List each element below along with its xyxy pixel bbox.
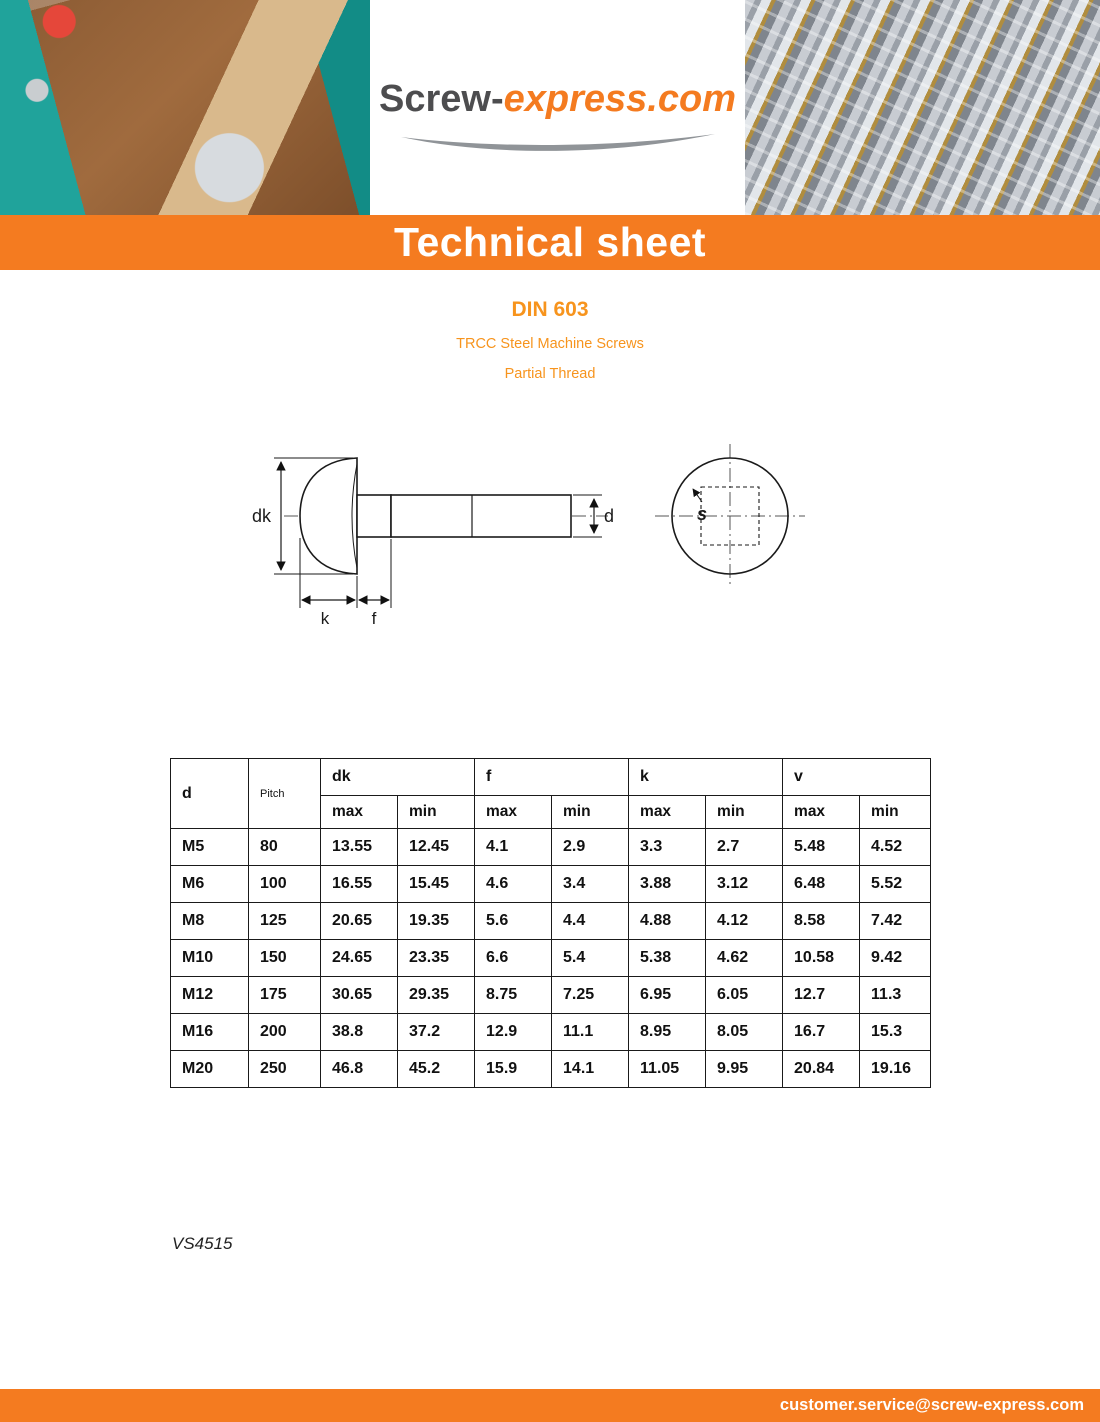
cell-size: M16 (171, 1014, 249, 1051)
table-row (171, 829, 931, 866)
cell-k-min: 8.05 (706, 1014, 783, 1051)
page-header (0, 0, 1100, 215)
dim-label-s: s (696, 504, 708, 524)
cell-pitch: 250 (249, 1051, 321, 1088)
cell-size: M8 (171, 903, 249, 940)
table-row (171, 866, 931, 903)
dim-label-f: f (371, 609, 377, 628)
cell-f-max: 15.9 (475, 1051, 552, 1088)
subheader-dk-max: max (321, 796, 398, 829)
header-photo-screws (745, 0, 1100, 215)
footer-bar (0, 1389, 1100, 1422)
standard-title: DIN 603 (511, 298, 589, 321)
bolt-diagram-svg (250, 438, 850, 638)
cell-k-min: 9.95 (706, 1051, 783, 1088)
cell-f-max: 12.9 (475, 1014, 552, 1051)
cell-k-min: 2.7 (706, 829, 783, 866)
cell-k-max: 5.38 (629, 940, 706, 977)
subheader-k-min: min (706, 796, 783, 829)
table-row (171, 977, 931, 1014)
cell-dk-max: 20.65 (321, 903, 398, 940)
logo-area (370, 0, 745, 215)
cell-k-max: 6.95 (629, 977, 706, 1014)
cell-v-min: 15.3 (860, 1014, 931, 1051)
cell-k-min: 4.12 (706, 903, 783, 940)
document-reference: VS4515 (172, 1234, 233, 1253)
cell-k-min: 3.12 (706, 866, 783, 903)
logo-text-screw: Screw- (379, 78, 504, 120)
cell-dk-max: 38.8 (321, 1014, 398, 1051)
cell-f-min: 2.9 (552, 829, 629, 866)
title-block (0, 298, 1100, 382)
table-row (171, 1051, 931, 1088)
cell-dk-max: 13.55 (321, 829, 398, 866)
cell-pitch: 125 (249, 903, 321, 940)
bolt-side-view (252, 458, 614, 628)
cell-f-min: 5.4 (552, 940, 629, 977)
banner (0, 215, 1100, 270)
cell-dk-min: 29.35 (398, 977, 475, 1014)
cell-dk-min: 23.35 (398, 940, 475, 977)
cell-v-max: 10.58 (783, 940, 860, 977)
cell-f-min: 3.4 (552, 866, 629, 903)
cell-k-max: 3.88 (629, 866, 706, 903)
subheader-f-min: min (552, 796, 629, 829)
cell-v-max: 6.48 (783, 866, 860, 903)
cell-f-min: 7.25 (552, 977, 629, 1014)
cell-dk-min: 12.45 (398, 829, 475, 866)
col-header-k: k (629, 759, 783, 796)
subheader-dk-min: min (398, 796, 475, 829)
cell-size: M6 (171, 866, 249, 903)
cell-v-max: 5.48 (783, 829, 860, 866)
banner-title: Technical sheet (393, 219, 707, 265)
table-row (171, 940, 931, 977)
cell-k-max: 11.05 (629, 1051, 706, 1088)
cell-v-max: 8.58 (783, 903, 860, 940)
dim-label-dk: dk (252, 506, 272, 526)
cell-k-min: 4.62 (706, 940, 783, 977)
cell-dk-min: 45.2 (398, 1051, 475, 1088)
cell-pitch: 175 (249, 977, 321, 1014)
dim-label-k: k (320, 609, 330, 628)
dimensions-table (170, 758, 931, 1088)
subheader-v-min: min (860, 796, 931, 829)
cell-f-min: 14.1 (552, 1051, 629, 1088)
cell-dk-min: 37.2 (398, 1014, 475, 1051)
cell-dk-min: 15.45 (398, 866, 475, 903)
header-photo-workbench (0, 0, 370, 215)
bolt-diagram (250, 438, 850, 643)
subheader-k-max: max (629, 796, 706, 829)
col-header-dk: dk (321, 759, 475, 796)
cell-f-max: 4.6 (475, 866, 552, 903)
cell-v-max: 16.7 (783, 1014, 860, 1051)
cell-size: M20 (171, 1051, 249, 1088)
subtitle-product: TRCC Steel Machine Screws (456, 336, 644, 352)
cell-pitch: 150 (249, 940, 321, 977)
dimensions-table-wrap (170, 758, 931, 1088)
cell-f-min: 4.4 (552, 903, 629, 940)
col-header-f: f (475, 759, 629, 796)
cell-size: M10 (171, 940, 249, 977)
cell-k-max: 4.88 (629, 903, 706, 940)
subheader-f-max: max (475, 796, 552, 829)
col-header-pitch: Pitch (249, 759, 321, 829)
col-header-v: v (783, 759, 931, 796)
cell-f-max: 6.6 (475, 940, 552, 977)
logo-text-express: express.com (503, 78, 736, 120)
cell-f-max: 5.6 (475, 903, 552, 940)
cell-v-min: 11.3 (860, 977, 931, 1014)
cell-v-min: 4.52 (860, 829, 931, 866)
cell-dk-min: 19.35 (398, 903, 475, 940)
cell-dk-max: 16.55 (321, 866, 398, 903)
table-row (171, 903, 931, 940)
cell-v-max: 12.7 (783, 977, 860, 1014)
cell-v-min: 9.42 (860, 940, 931, 977)
cell-f-min: 11.1 (552, 1014, 629, 1051)
logo (379, 78, 736, 121)
cell-v-min: 19.16 (860, 1051, 931, 1088)
cell-dk-max: 30.65 (321, 977, 398, 1014)
logo-swoosh-icon (393, 131, 723, 155)
cell-dk-max: 46.8 (321, 1051, 398, 1088)
cell-pitch: 80 (249, 829, 321, 866)
cell-size: M12 (171, 977, 249, 1014)
subheader-v-max: max (783, 796, 860, 829)
dim-label-d: d (604, 506, 615, 526)
cell-v-min: 5.52 (860, 866, 931, 903)
cell-v-min: 7.42 (860, 903, 931, 940)
cell-v-max: 20.84 (783, 1051, 860, 1088)
table-row (171, 1014, 931, 1051)
cell-pitch: 200 (249, 1014, 321, 1051)
col-header-d: d (171, 759, 249, 829)
subtitle-thread: Partial Thread (504, 366, 596, 382)
cell-f-max: 8.75 (475, 977, 552, 1014)
cell-pitch: 100 (249, 866, 321, 903)
cell-f-max: 4.1 (475, 829, 552, 866)
cell-dk-max: 24.65 (321, 940, 398, 977)
cell-k-max: 3.3 (629, 829, 706, 866)
bolt-top-view (655, 444, 805, 588)
footer-email[interactable]: customer.service@screw-express.com (779, 1396, 1084, 1414)
cell-k-min: 6.05 (706, 977, 783, 1014)
cell-size: M5 (171, 829, 249, 866)
cell-k-max: 8.95 (629, 1014, 706, 1051)
table-header-row (171, 759, 931, 796)
